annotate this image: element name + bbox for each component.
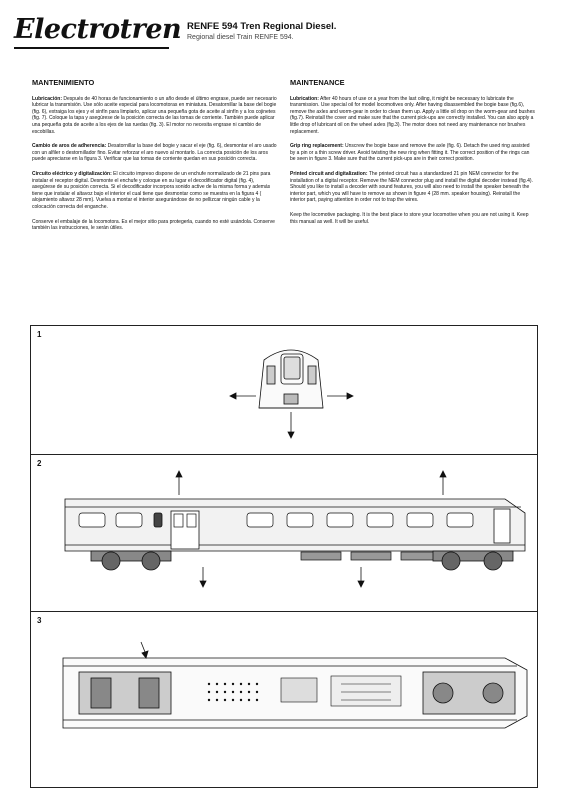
english-keep: Keep the locomotive packaging. It is the best place to store your locomotive when you are not using it. Keep this manual as well. It will be useful. (290, 211, 529, 225)
figure-1-drawing (31, 326, 537, 454)
bogie-right (423, 672, 515, 714)
spanish-lubrication (32, 96, 278, 136)
bogie-left (79, 672, 171, 714)
spanish-keep: Conserve el embalaje de la locomotora. Es el mejor sitio para protegerla, cuando no esté usándola. Conserve también las instrucciones, le serán útiles. (32, 218, 275, 232)
figure-1-panel (30, 325, 538, 455)
figure-number: 2 (37, 459, 42, 468)
english-column (290, 80, 536, 233)
english-circuit (290, 171, 536, 204)
document-title: RENFE 594 Tren Regional Diesel. (187, 21, 337, 32)
body: Unscrew the bogie base and remove the axle (fig. 6). Detach the used ring assisted by a pin or a thin screw driver. Avoid twisting the new ring when fitting it. The correct position of the rings can be seen in figure 3. Make sure that the current pick-ups are in their correct position. (290, 143, 530, 163)
figure-3-panel (30, 611, 538, 788)
spanish-column (32, 80, 278, 240)
label: Printed circuit and digitalization: (290, 170, 368, 177)
spanish-heading: MANTENIMIENTO (32, 78, 95, 87)
coupler (284, 394, 298, 404)
label: Lubrication: (290, 95, 319, 102)
label: Circuito eléctrico y digitalización: (32, 170, 112, 177)
label: Cambio de aros de adherencia: (32, 143, 107, 150)
figure-number: 3 (37, 616, 42, 625)
document-subtitle: Regional diesel Train RENFE 594. (187, 34, 294, 41)
spanish-grip (32, 143, 278, 163)
figure-3-drawing (31, 612, 537, 787)
english-lubrication (290, 96, 536, 136)
body: El circuito impreso dispone de un enchufe normalizado de 21 pins para instalar el receptor digital. Desmonte el enchufe y coloque en su lugar el decodificador digital (fig. 4), asegúrese de su posición correcta. Si el decodificador incorpora sonido active de la misma forma y además tiene que instalar el altavoz bajo el interior el cual tiene que desmontar como se muestra en la figura 4 ( alojamiento altavoz 28 mm). Vuelva a montar el interior asegurándose de no pellizcar ningún cable y la colocación correcta del enganche. (32, 170, 271, 210)
english-heading: MAINTENANCE (290, 78, 345, 87)
brand-logo: Electrotren (14, 14, 182, 45)
english-grip (290, 143, 536, 163)
figure-number: 1 (37, 330, 42, 339)
logo-underline (14, 47, 169, 49)
body: The printed circuit has a standardized 21 pin NEM connector for the installation of a digital receptor. Remove the NEM connector plug and install the digital decoder instead (fig.4). Should you like to install a decoder with sound features, you will also need to install the speaker beneath the interior part, which you will have to remove as shown in figure 4 (28 mm. speaker housing). Reinstall the interior part, paying attention in order not to trap the wires. (290, 170, 533, 204)
body: Después de 40 horas de funcionamiento o un año desde el último engrase, puede ser necesario lubricar la transmisión. Use sólo aceite especial para locomotoras en miniatura. Desatornillar la base del bogie (fig. 6), extraiga los ejes y el sinfín para limpiarlo, aplicar una pequeña gota de aceite al sinfín y a los cojinetes (fig. 7). Coloque la tapa y asegúrese de la posición correcta de las tomas de corriente. También puede aplicar una pequeña gota de aceite a los ejes de las ruedas (fig. 3). El motor no necesita engrase ni cambio de escobillas. (32, 95, 277, 135)
figure-2-drawing (31, 455, 537, 611)
spanish-circuit (32, 171, 278, 211)
body: Desatornillar la base del bogie y sacar el eje (fig. 6), desmontar el aro usado con un alfiler o destornillador fino. Evitar reforzar el aro nuevo al montarlo. La correcta posición de los aros puede apreciarse en la figura 3. Verificar que las tomas de corriente quedan en sus posición correcta. (32, 143, 277, 163)
body: After 40 hours of use or a year from the last oiling, it might be necessary to lubricate the transmission. Use special oil for model locomotives only. After having disassembled the bogie base (fig.6), remove the axles and worm-gear in order to clean them up. Apply a little oil drop on the worm-gear and bushes (fig.7). Reinstall the cover and make sure that the current pick-ups are correctly installed. You can also apply a little drop of lubricant oil on the wheel axles (fig.3). The motor does not need any maintenance nor brushes replacement. (290, 95, 535, 135)
figure-2-panel (30, 454, 538, 612)
label: Grip ring replacement: (290, 143, 344, 150)
label: Lubricación: (32, 95, 63, 102)
